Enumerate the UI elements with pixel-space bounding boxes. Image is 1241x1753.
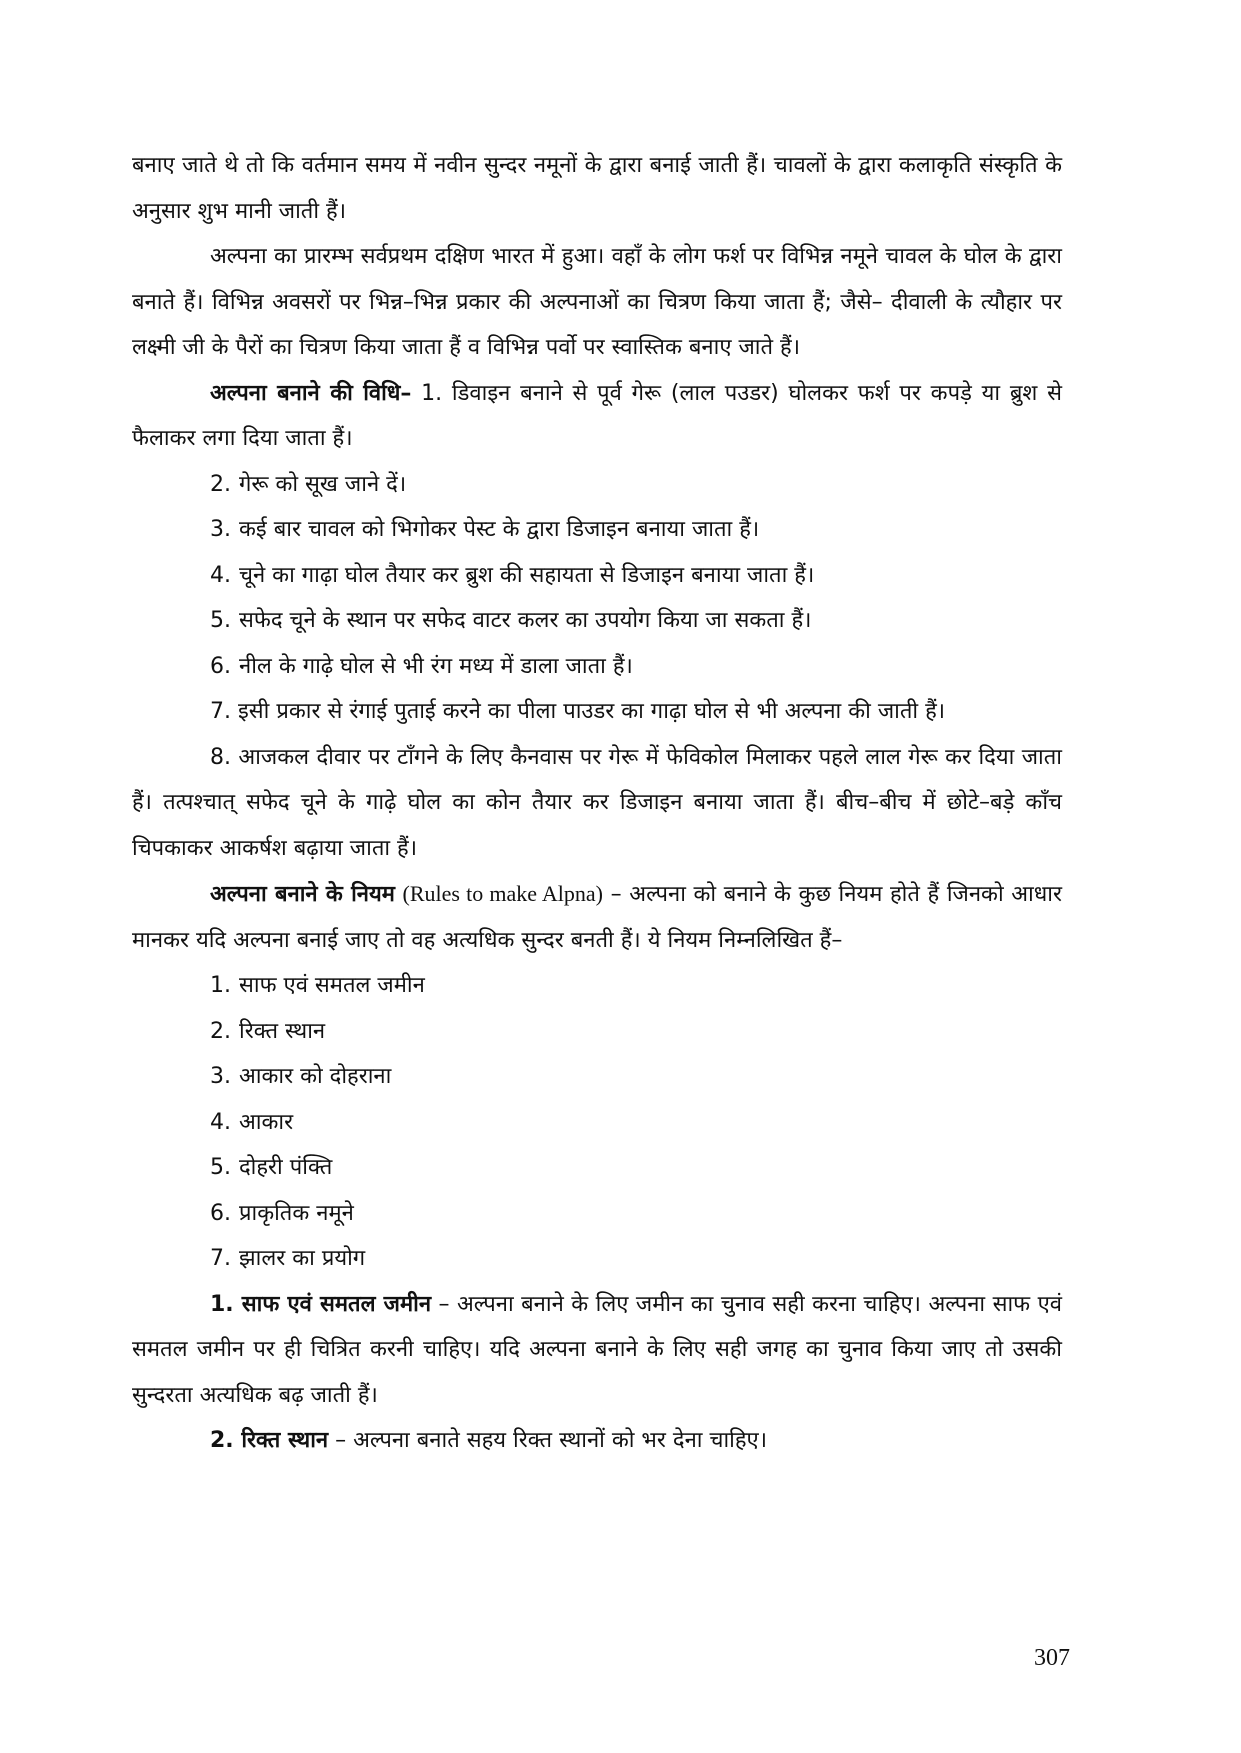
detail-1-paragraph <box>132 1282 1062 1419</box>
rule-text: दोहरी पंक्ति <box>239 1155 333 1180</box>
rule-text: प्राकृतिक नमूने <box>239 1200 354 1226</box>
intro-paragraph-1: बनाए जाते थे तो कि वर्तमान समय में नवीन सुन्दर नमूनों के द्वारा बनाई जाती हैं। चावलों के द्वारा कलाकृति संस्कृति के अनुसार शुभ मानी जाती हैं। <box>132 153 1062 224</box>
method-step-7: 7. इसी प्रकार से रंगाई पुताई करने का पीला पाउडर का गाढ़ा घोल से भी अल्पना की जाती हैं। <box>210 699 946 724</box>
rule-number: 6. <box>210 1200 231 1226</box>
list-item <box>132 462 1062 508</box>
list-item <box>132 1054 1062 1100</box>
detail-2-heading: 2. रिक्त स्थान <box>210 1428 329 1453</box>
method-paragraph <box>132 371 1062 462</box>
step-number: 5. <box>210 608 231 633</box>
rule-text: झालर का प्रयोग <box>239 1246 366 1271</box>
step-number: 6. <box>210 653 231 679</box>
rules-heading: अल्पना बनाने के नियम <box>210 882 395 907</box>
intro-paragraph-2: अल्पना का प्रारम्भ सर्वप्रथम दक्षिण भारत में हुआ। वहाँ के लोग फर्श पर विभिन्न नमूने चावल के घोल के द्वारा बनाते हैं। विभिन्न अवसरों पर भिन्न–भिन्न प्रकार की अल्पनाओं का चित्रण किया जाता हैं; जैसे– दीवाली के त्यौहार पर लक्ष्मी जी के पैरों का चित्रण किया जाता हैं व विभिन्न पर्वो पर स्वास्तिक बनाए जाते हैं। <box>132 244 1062 360</box>
rules-paragraph <box>132 871 1062 963</box>
list-item <box>132 1100 1062 1146</box>
detail-1-heading: 1. साफ एवं समतल जमीन <box>210 1291 432 1317</box>
rule-text: आकार <box>239 1109 294 1135</box>
rule-number: 1. <box>210 973 231 998</box>
step-number: 4. <box>210 562 231 588</box>
page-number: 307 <box>1034 1645 1070 1671</box>
list-item <box>132 1009 1062 1055</box>
step-text: चूने का गाढ़ा घोल तैयार कर ब्रुश की सहायता से डिजाइन बनाया जाता हैं। <box>239 562 815 588</box>
rule-text: साफ एवं समतल जमीन <box>239 973 425 998</box>
step-text: कई बार चावल को भिगोकर पेस्ट के द्वारा डिजाइन बनाया जाता हैं। <box>239 517 760 542</box>
list-item <box>132 644 1062 690</box>
rule-number: 4. <box>210 1109 231 1135</box>
method-steps-list <box>132 462 1062 690</box>
list-item <box>132 1191 1062 1237</box>
method-heading: अल्पना बनाने की विधि– <box>210 380 412 406</box>
list-item <box>132 963 1062 1009</box>
rule-text: आकार को दोहराना <box>239 1064 392 1089</box>
method-step-1-text: डिवाइन बनाने से पूर्व गेरू (लाल पउडर) घोलकर फर्श पर कपड़े या ब्रुश से फैलाकर लगा दिया जाता हैं। <box>132 380 1062 451</box>
rule-number: 2. <box>210 1018 231 1044</box>
rules-heading-english: (Rules to make Alpna) <box>402 881 604 906</box>
rules-list <box>132 963 1062 1282</box>
detail-2-text: – अल्पना बनाते सहय रिक्त स्थानों को भर देना चाहिए। <box>328 1428 768 1453</box>
rules-intro-text: – अल्पना को बनाने के कुछ नियम होते हैं जिनको आधार मानकर यदि अल्पना बनाई जाए तो वह अत्यधिक सुन्दर बनती हैं। ये नियम निम्नलिखित हैं– <box>132 882 1062 953</box>
page-content <box>132 143 1062 1464</box>
rule-text: रिक्त स्थान <box>239 1018 326 1044</box>
step-text: गेरू को सूख जाने दें। <box>239 471 407 497</box>
method-step-8: 8. आजकल दीवार पर टाँगने के लिए कैनवास पर गेरू में फेविकोल मिलाकर पहले लाल गेरू कर दिया जाता हैं। तत्पश्चात् सफेद चूने के गाढ़े घोल का कोन तैयार कर डिजाइन बनाया जाता हैं। बीच–बीच में छोटे–बड़े काँच चिपकाकर आकर्षश बढ़ाया जाता हैं। <box>132 744 1062 861</box>
detail-2-paragraph <box>132 1418 1062 1464</box>
list-item <box>132 1236 1062 1282</box>
list-item <box>132 598 1062 644</box>
step-text: नील के गाढ़े घोल से भी रंग मध्य में डाला जाता हैं। <box>239 653 633 679</box>
step-number: 2. <box>210 471 231 497</box>
rule-number: 3. <box>210 1064 231 1089</box>
detail-1-text: – अल्पना बनाने के लिए जमीन का चुनाव सही करना चाहिए। अल्पना साफ एवं समतल जमीन पर ही चित्रित करनी चाहिए। यदि अल्पना बनाने के लिए सही जगह का चुनाव किया जाए तो उसकी सुन्दरता अत्यधिक बढ़ जाती हैं। <box>132 1291 1062 1408</box>
rule-number: 5. <box>210 1155 231 1180</box>
list-item <box>132 507 1062 553</box>
step-text: सफेद चूने के स्थान पर सफेद वाटर कलर का उपयोग किया जा सकता हैं। <box>239 608 812 633</box>
rule-number: 7. <box>210 1246 231 1271</box>
step-number: 3. <box>210 517 231 542</box>
list-item <box>132 1145 1062 1191</box>
method-step-1-number: 1. <box>421 380 443 406</box>
list-item <box>132 553 1062 599</box>
